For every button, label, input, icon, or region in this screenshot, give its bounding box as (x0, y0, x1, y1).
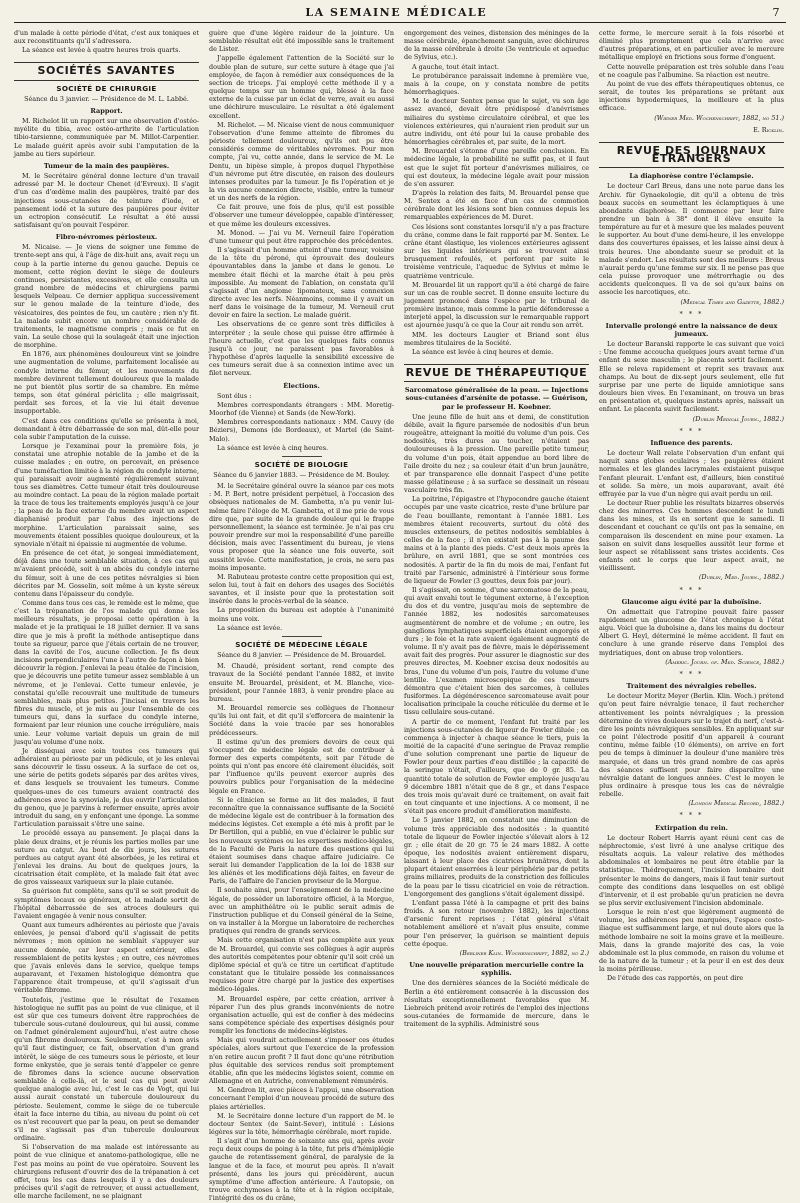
paragraph: Ce fait prouve, une fois de plus, qu'il est possible d'observer une tumeur développée, capable d'intéresser, et que même les douleurs excessives. (209, 203, 394, 228)
source-citation: (Wiener Med. Wochenschrift, 1882, no 51.) (654, 113, 784, 122)
source-citation: (Americ. Journ. of. Med. Science, 1882.) (665, 657, 784, 666)
paragraph: Il souhaite ainsi, pour l'enseignement de la médecine légale, de posséder un laboratoire officiel, à la Morgue, avec un amphithéâtre où le public serait admis de l'instruction publique et du Conseil général de la Seine, on va installer à la Morgue un laboratoire de recherches pratiques qui rendra de grands services. (209, 886, 394, 936)
paragraph: M. Brouardel espère, par cette création, arriver à réparer l'un des plus grands inconvénients de notre organisation actuelle, qui est de confier à des médecins sans compétence spéciale des expertises désignés pour remplir les fonctions de médecins-légistes. (209, 994, 394, 1036)
paragraph: L'enfant passa l'été à la campagne et prit des bains froids. A son retour (novembre 1882), les injections d'arsenic furent reprises ; l'état général s'était notablement amélioré et n'avait plus ensuite, comme pour l'en préserver, la guérison se maintient depuis cette époque. (404, 898, 589, 948)
paragraph: On admettait que l'atropine pouvait faire passer rapidement un glaucome de l'état chronique à l'état aigu. Voici que la duboïsine a, dans les mains du docteur Albert G. Heyl, déterminé le même accident. Il faut en conclure à une grande réserve dans l'emploi des mydriatiques, dont on abuse trop volontiers. (599, 607, 784, 657)
paragraph: M. le docteur Sentex pense que le sujet, vu son âge assez avancé, devait être prédisposé d'anévrismes miliaires du système circulatoire cérébral, et que les violences extérieures, qui n'auraient rien produit sur un autre individu, ont été pour lui la cause probable des hémorrhagies cérébrales et, par suite, de la mort. (404, 97, 589, 147)
paragraph: Lorsque je l'examinai pour la première fois, je constatai une atrophie notable de la jambe et de la cuisse malades ; en outre, on percevait, en présence d'une tuméfaction limitée à la région du condyle interne, qui paraissait avoir augmenté régulièrement suivant tous ses diamètres. Cette tumeur était très douloureuse au moindre contact. La peau de la région malade portait la trace de tous les traitements employés jusqu'à ce jour ; la peau de la face externe du membre avait un aspect diaphanisé produit par l'abus des injections de morphine. L'articulation paraissait saine, ses mouvements étaient possibles quoique douloureux, et la synoviale n'était ni épaissie ni augmentée de volume. (14, 442, 199, 548)
paragraph: Sa guérison fut complète, sans qu'il se soit produit de symptômes locaux ou généraux, et la malade sortit de l'hôpital débarrassée de ses atroces douleurs qui l'avaient engagée à venir nous consulter. (14, 887, 199, 920)
paragraph: La poitrine, l'épigastre et l'hypocondre gauche étaient occupés par une vaste cicatrice, reste d'une brûlure par de l'eau bouillante, remontant à l'année 1881. Les membres étaient recouverts, surtout du côté des muscles extenseurs, de petites nodosités semblables à celles de la face ; il n'en existait pas à la paume des mains et à la plante des pieds. C'est deux mois après la brûlure, en avril 1881, que se sont montrées ces nodosités. A partir de la fin du mois de mai, l'enfant fut traité par l'arsenic, administré à l'intérieur sous forme de liqueur de Fowler (3 gouttes, deux fois par jour). (404, 495, 589, 585)
paragraph: Mais cette organisation n'est pas complète aux yeux de M. Brouardel, qui convie ses collègues à agir auprès des autorités compétentes pour obtenir qu'il soit créé un diplôme spécial et qu'à ce titre un certificat d'aptitude constatant que le titulaire possède les connaissances requises pour être chargé par la justice des expertises médico-légales. (209, 936, 394, 994)
paragraph: MM. les docteurs Laugier et Briand sont élus membres titulaires de la Société. (404, 330, 589, 347)
rubric-heading: Élections. (283, 381, 320, 390)
paragraph: M. Richelot. — M. Nicaise vient de nous communiquer l'observation d'une femme atteinte de fibromes du périoste tellement douloureux, qu'ils ont pu être considérés comme de véritables névromes. Pour mon compte, j'ai vu, cette année, dans le service de M. Le Dentu, un bipèse simple, à propos duquel l'hypothèse d'un névrome put être discutée, en raison des douleurs intenses produites par la tumeur. Je fis l'opération et je la vis aucune connexion directe, visible, entre la tumeur et un des nerfs de la région. (209, 120, 394, 203)
paragraph: Il estime qu'un des premiers devoirs de ceux qui s'occupent de médecine légale est de contribuer à former des experts compétents, soit par l'étude de points qui n'ont pas encore été clairement élucidés, soit par l'influence qu'ils peuvent exercer auprès des pouvoirs publics pour l'organisation de la médecine légale en France. (209, 737, 394, 795)
article-title: Une nouvelle préparation mercurielle contre la syphilis. (409, 961, 584, 978)
divider (282, 636, 322, 637)
paragraph: La séance est levée à quatre heures trois quarts. (22, 46, 181, 55)
paragraph: M. Chaudé, président sortant, rend compte des travaux de la Société pendant l'année 1882, et invite ensuite M. Brouardel, président, et M. Blanche, vice-président, pour l'année 1883, à venir prendre place au bureau. (209, 662, 394, 703)
source-citation: (Medical Times and Gazette, 1882.) (680, 297, 784, 306)
paragraph: Le docteur Moritz Meyer (Berlin. Klin. Woch.) prétend qu'on peut faire névralgie tenace, il faut rechercher attentivement les points névralgiques ; la pression détermine de vives douleurs sur le trajet du nerf, c'est-à-dire les points névralgiques sensibles. En appliquant sur ce point l'électrode positif d'un appareil à courant continu, même faible (10 éléments), on arrive en fort peu de temps à diminuer la douleur d'une manière très marquée, et dans un très grand nombre de cas après des séances suffisent pour faire disparaître une névralgie datant de longues années. C'est le moyen le plus ordinaire à presque tous les cas de névralgie rebelle. (599, 692, 784, 799)
column-1 (14, 29, 199, 1203)
paragraph: Cette nouvelle préparation est très soluble dans l'eau et ne coagule pas l'albumine. Sa réaction est neutre. (599, 62, 784, 79)
paragraph: Quant aux tumeurs adhérentes au périoste que j'avais enlevées, je pensai d'abord qu'il s'agissait de petits névromes ; mon opinion ne semblait s'appuyer sur aucune donnée, car leur aspect extérieur, elles ressemblaient de petits kystes ; en outre, ces névromes que j'avais enlevés dans le service, quelque temps auparavant, et l'examen histologique démontra que l'apparence était trompeuse, et qu'il s'agissait d'un véritable fibrome. (14, 921, 199, 995)
paragraph: En présence de cet état, je songeai immédiatement, déjà dans une toute semblable situation, à ces cas qui m'avaient précédé, soit à un abcès du condyle interne du fémur, soit à une de ces petites névralgies si bien décrites par M. Gosselin, soit même à un kyste séreux contenu dans l'épaisseur du condyle. (14, 549, 199, 598)
asterism-divider: * * * (679, 309, 704, 318)
paragraph: De l'étude des cas rapportés, on peut dire (607, 974, 744, 983)
paragraph: La proposition du bureau est adoptée à l'unanimité moins une voix. (209, 606, 394, 623)
paragraph: M. Monod. — J'ai vu M. Verneuil faire l'opération d'une tumeur qui peut être rapprochée des précédentes. (209, 228, 394, 245)
paragraph: Je disséquai avec soin toutes ces tumeurs qui adhéraient au périoste par un pédicule, et je les enlevai sans découvrir le tissu osseux. A la surface de cet os, une série de petits godets séparés par des arêtes vives, et dans lesquels se trouvaient les tumeurs. Comme quelques-unes de ces tumeurs avaient contracté des adhérences avec la synoviale, je dus ouvrir l'articulation du genou, que je parvins à refermer ensuite, après avoir introduit du sang, en y enfonçant une éponge. La somme l'articulation paraissait s'être une saine. (14, 746, 199, 829)
paragraph: Le 5 janvier 1882, on constatait une diminution de volume très appréciable des nodosités : la quantité totale de liqueur de Fowler injectée s'élevait alors à 12 gr. ; elle était de 20 gr. 75 le 24 mars 1882. À cette époque, les nodosités avaient entièrement disparu, laissant à leur place des cicatrices brunâtres, dont la plupart étaient enserrées à leur périphérie par de petits grains miliaires, produits de la constriction des follicules de la peau par le tissu cicatriciel en voie de rétraction. L'engorgement des ganglions s'était également dissipé. (404, 816, 589, 898)
source-citation: (Berliner Klin. Wochenschrift, 1882, no 2.) (459, 948, 589, 957)
column-4 (599, 29, 784, 1203)
paragraph: M. Gendron lit, avec pièces à l'appui, une observation concernant l'emploi d'un nouveau procédé de suture des plaies artérielles. (209, 1086, 394, 1111)
section-heading-journaux-etrangers: REVUE DES JOURNAUX ÉTRANGERS (599, 142, 784, 168)
source-citation: (Dublin, Med. Journ., 1882.) (698, 573, 784, 582)
paragraph: M. Brouardel remercie ses collègues de l'honneur qu'ils lui ont fait, et dit qu'il s'efforcera de maintenir la Société dans la voie tracée par ses honorables prédécesseurs. (209, 704, 394, 737)
rubric-heading: Traitement des névralgies rebelles. (626, 682, 757, 691)
asterism-divider: * * * (679, 585, 704, 594)
session-line: Séance du 3 janvier. — Présidence de M. L. Labbé. (24, 94, 189, 103)
paragraph: Une des dernières séances de la Société médicale de Berlin a été entièrement consacrée à la discussion des résultats exceptionnellement favorables que M. Liebreich prétend avoir retirés de l'emploi des injections sous-cutanées de formamide de mercure, dans le traitement de la syphilis. Administré sous (404, 979, 589, 1029)
paragraph: M. le Secrétaire général donne lecture d'un travail adressé par M. le docteur Chenet (d'Evreux). Il s'agit d'un cas d'œdème malin des paupières, traité par des injections sous-cutanées de teinture d'iode, et pansement iodé et la suture des paupières pour éviter un ectropion consécutif. Le résultat a été aussi satisfaisant qu'on pouvait l'espérer. (14, 172, 199, 229)
paragraph: d'un malade à cette période d'état, c'est aux toniques et aux reconstituants qu'il s'adressera. (14, 29, 199, 46)
paragraph: M. Brouardel s'étonne d'une pareille conclusion. En médecine légale, la probabilité ne suffit pas, et il faut est que le sujet fût porteur d'anévrismes miliaires, ce qui est douteux, la médecine légale avait pour mission de s'en assurer. (404, 147, 589, 188)
paragraph: Toutefois, j'estime que le résultat de l'examen histologique ne suffit pas au point de vue clinique, et il est sûr que ces tumeurs doivent être rapprochées de tubercule sous-cutané douloureux, qui lui aussi, comme on l'admet généralement aujourd'hui, n'est autre chose qu'un fibrome douloureux. Seulement, c'est à mon avis qu'il faut distinguer, ce fait, observation d'un grand intérêt, le siège de ces tumeurs sous le périoste, et leur forme enkystée, que je serais tenté d'appeler ce genre de fibromes dans la science aucune observation semblable à celle-là, et le seul cas qui peut avoir quelque analogie avec lui, c'est le cas de Vogt, qui lui aussi aurait constaté un tubercule douloureux du périoste. Seulement, comme le siège de ce tubercule était la face interne du tibia, au niveau du point où cet os n'est recouvert que par la peau, on peut se demander s'il ne s'agissait pas d'un tubercule douloureux ordinaire. (14, 995, 199, 1143)
paragraph: M. le Secrétaire donne lecture d'un rapport de M. le docteur Sentex (de Saint-Sever), intitulé : Lésions légères sur la tête, hémorrhagie cérébrale, mort rapide. (209, 1111, 394, 1136)
asterism-divider: * * * (679, 669, 704, 678)
section-heading-societes-savantes: SOCIÉTÉS SAVANTES (14, 62, 199, 80)
session-line: Séance du 8 janvier. — Présidence de M. Brouardel. (217, 651, 386, 660)
society-heading-biologie: SOCIÉTÉ DE BIOLOGIE (254, 459, 349, 469)
paragraph: Sont élus : (217, 391, 252, 400)
paragraph: Il s'agissait d'un homme atteint d'une tumeur, voisine de la tête du péroné, qui éprouvait des douleurs épouvantables dans la jambe et dans le genou. Le membre était fléchi et la marche était à peu près impossible. Au moment de l'ablation, on constata qu'il s'agissait d'un angiome lipomateux, sans connexion directe avec les nerfs. Néanmoins, comme il y avait un nerf dans le voisinage de la tumeur, M. Verneuil crut devoir en faire la section. Le malade guérit. (209, 246, 394, 320)
running-head (14, 6, 786, 23)
source-citation: (Dublin Medical Journ., 1882.) (692, 414, 784, 423)
asterism-divider: * * * (679, 426, 704, 435)
society-heading-chirurgie: SOCIÉTÉ DE CHIRURGIE (56, 83, 157, 93)
paragraph: Le docteur Baranski rapporte le cas suivant que voici : Une femme accoucha quelques jours avant terme d'un enfant du sexe masculin ; le placenta sortit facilement. Elle se releva rapidement et reprit ses travaux aux champs. Au bout de dix-sept jours seulement, elle fut surprise par une perte de liquide amniotique sans douleurs bien vives. En l'examinant, on trouva un bras en présentation et, quelques instants après, naissait un enfant. Le placenta suivit facilement. (599, 340, 784, 414)
paragraph: Au point de vue des effets thérapeutiques obtenus, ce serait, de toutes les préparations se prêtant aux injections hypodermiques, la meilleure et la plus efficace. (599, 79, 784, 113)
paragraph: Le docteur Ruer publie les résultats bizarres observés chez des minorres. Ces hommes descendent le lundi dans les mines, et ils en sortent que le samedi. Il descendant et couchant ce qu'ils ont pas la semaine, en comparaison ils descendent en mine pour examen. La saison en suivit dans lesquelles aussitôt leur forme et leur aspect se rétablissent sans tristes accidents. Ces enfants ont le corps que leur aspect avait, ne vieillissent. (599, 498, 784, 573)
paragraph: D'après la relation des faits, M. Brouardel pense que M. Sentex a été en face d'un cas de commotion cérébrale dont les lésions sont bien connues depuis les remarquables expériences de M. Duret. (404, 188, 589, 222)
paragraph: Membres correspondants étrangers : MM. Moretig-Moorhof (de Vienne) et Sands (de New-York). (209, 400, 394, 418)
paragraph: M. Brouardel lit un rapport qu'il a été chargé de faire sur un cas de rouble secret. Il donne ensuite lecture du jugement prononcé dans l'espèce par le tribunal de première instance, mais comme la partie défenderesse a interjeté appel, la discussion sur le remarquable rapport est ajournée jusqu'à ce que la Cour ait rendu son arrêt. (404, 280, 589, 330)
paragraph: La séance est levée. (217, 623, 283, 632)
paragraph: M. Richelot lit un rapport sur une observation d'ostéo-myélite du tibia, avec ostéo-arthrite de l'articulation tibio-tarsienne, communiquée par M. Millot-Carpentier. Le malade guérit après avoir subi l'amputation de la jambe au tiers supérieur. (14, 117, 199, 158)
paragraph: La séance est levée à cinq heures et demie. (412, 347, 554, 356)
session-line: Séance du 6 janvier 1883. — Présidence de M. Bouley. (213, 470, 390, 479)
paragraph: guère que d'une légère raideur de la jointure. Un semblable résultat eût été impossible sans le traitement de Lister. (209, 29, 394, 54)
rubric-heading: Extirpation du rein. (655, 823, 728, 832)
paragraph: Ces lésions sont constantes lorsqu'il n'y a pas fracture du crâne, comme dans le fait rapporté par M. Sentex. Le crâne étant élastique, les violences extérieures agissent sur les liquides intérieurs qui se trouvent ainsi brusquement refoulés, et perforent par suite le troisième ventricule, l'aqueduc de Sylvius et même le quatrième ventricule. (404, 222, 589, 280)
text-columns (14, 23, 786, 1203)
asterism-divider: * * * (679, 811, 704, 820)
source-citation: (London Medical Record, 1882.) (688, 799, 784, 808)
paragraph: engorgement des veines, distension des méninges de la masse cérébrale, épanchement sanguin, avec déchirures de la masse cérébrale à droite (3e ventricule et aqueduc de Sylvius, etc.). (404, 29, 589, 62)
paragraph: Les observations de ce genre sont très difficiles à interpréter ; la seule chose qui puisse être affirmée à l'heure actuelle, c'est que les quelques faits connus jusqu'à ce jour, ne paraissent pas favorables à l'hypothèse d'après laquelle la sensibilité excessive de ces tumeurs serait due à sa connexion intime avec un filet nerveux. (209, 320, 394, 378)
paragraph: Si l'observation de ma malade est intéressante au point de vue clinique et anatomo-pathologique, elle ne l'est pas moins au point de vue opératoire. Souvent les chirurgiens refusent d'ouvrir des de la trépanation à cet effet, tous les cas dans lesquels il y a des douleurs précises qu'il s'agit de retrouver, et aussi actuellement, elle marche facilement, ne se plaignant (14, 1143, 199, 1201)
paragraph: C'est dans ces conditions qu'elle se présenta à moi, demandant à être débarrassée de son mal, dût-elle pour cela subir l'amputation de la cuisse. (14, 416, 199, 441)
journal-title: LA SEMAINE MÉDICALE (305, 6, 488, 19)
paragraph: A partir de ce moment, l'enfant fut traité par les injections sous-cutanées de liqueur de Fowler diluée ; on commença à injecter à chaque séance le tiers, puis la moitié de la capacité d'une seringue de Pravaz remplie d'une solution comprenant une partie de liqueur de Fowler pour deux parties d'eau distillée ; la capacité de la seringue n'était, d'ailleurs, que de 0 gr. 85. La quantité totale de solution de Fowler employée jusqu'au 9 décembre 1881 n'était que de 8 gr., et dans l'espace des trois mois qu'avait duré ce traitement, on avait fait en tout cinquante et une injections. A ce moment, il ne s'était pas encore produit d'amélioration manifeste. (404, 717, 589, 816)
paragraph: Une jeune fille de huit ans et demi, de constitution débile, avait la figure parsemée de nodosités d'un brun rougeâtre, atteignant la moitié du volume d'un pois. Ces nodosités, très dures au toucher, n'étaient pas douloureuses à la pression. Une pareille petite tumeur, du volume d'un pois, était appendue au bord libre de l'aile droite du nez ; sa couleur était d'un brun jaunâtre, et par transparence elle donnait l'aspect d'une petite masse gélatineuse ; à sa surface se dessinait un réseau vasculaire très fin. (404, 412, 589, 495)
column-3 (404, 29, 589, 1203)
paragraph: Il s'agit d'un homme de soixante ans qui, après avoir reçu deux coups de poing à la tête, fut pris d'hémiplégie gauche de retentissement général, de paralysie de la langue et de la face, et mourut peu après. Il n'avait présenté, dans les jours qui précédèrent, aucun symptôme d'une affection antérieure. À l'autopsie, on trouve ecchymoses à la tête et à la région occipitale, l'intégrité des os du crâne, (209, 1137, 394, 1203)
paragraph: Comme dans tous ces cas, le remède est le même, que c'est la trépanation de l'os malade qui donne les meilleurs résultats, je proposai cette opération à la malade et je la pratiquai le 18 juillet dernier. Il va sans dire que je mis à profit la méthode antiseptique dans toute sa rigueur, parce que j'étais certain de ne trouver, dans la cavité de l'os, aucune collection. Je fis deux incisions perpendiculaires l'une à l'autre de façon à bien découvrir la région. J'enlevai la peau étalée de l'incision, que je découvris une petite tumeur assez semblable à un névrome, et je l'enlevai. Cette tumeur enlevée, je constatai qu'elle recouvrait une multitude de tumeurs semblables, mais plus petites. J'incisai en travers les fibres du muscle, et je mis au jour l'ensemble de ces tumeurs qui, dans la surface du condyle interne, formaient par leur réunion une couche irrégulière, mais unie. Leur volume variait depuis un grain de mil jusqu'au volume d'une noix. (14, 599, 199, 746)
rubric-heading: Rapport. (90, 106, 123, 115)
rubric-heading: Intervalle prolongé entre la naissance de deux jumeaux. (605, 321, 778, 338)
paragraph: M. Nicaise. — Je viens de soigner une femme de trente-sept ans qui, à l'âge de dix-huit ans, avait reçu un coup à la partie interne du genou gauche. Depuis ce moment, cette région devint le siège de douleurs continues, persistantes, excessives, et elle consulta un grand nombre de médecins et chirurgiens parmi lesquels Velpeau. Ce dernier appliqua successivement sur le genou malade de la teinture d'iode, des vésicatoires, des pointes de feu, un cautère ; rien n'y fit. La malade subit encore un nombre considérable de traitements, le magnétisme compris ; mais ce fut en vain. La seule chose qui la soulageât était une injection de morphine. (14, 243, 199, 350)
rubric-heading: Fibro-névromes périosteux. (55, 233, 158, 242)
rubric-heading: Tumeur de la main des paupières. (43, 161, 170, 170)
paragraph: En 1876, aux phénomènes douloureux vint se joindre une augmentation de volume, parfaitement localisée au condyle interne du fémur, et les mouvements du membre devinrent tellement douloureux que la malade ne put bientôt plus sortir de sa chambre. En même temps, son état général périclita ; elle maigrissait, perdait ses forces, et la vie lui était devenue insupportable. (14, 350, 199, 416)
paragraph: Le docteur Robert Harris ayant réuni cent cas de néphrectomie, s'est livré à une analyse critique des résultats acquis. La valeur relative des méthodes abdominales et lombaires ne peut être établie par la statistique. Thédroquement, l'incision lombaire doit présenter le moins de dangers, mais il faut tenir surtout compte des conditions dans lesquelles on est obligé d'intervenir, et il est probable qu'un praticien ne devra se plus servir exclusivement l'incision abdominale. (599, 833, 784, 907)
paragraph: A gauche, tout était intact. (412, 62, 499, 71)
rubric-heading: Influence des parents. (650, 438, 733, 447)
paragraph: J'appelle également l'attention de la Société sur le double plan de suture, sur cette suture à étage que j'ai employée, de façon à remédier aux conséquences de la section de triceps. J'ai employé cette méthode il y a quelque temps sur un homme qui, blessé à la face externe de la cuisse par un éclat de verre, avait eu aussi une déchirure musculaire. Le résultat a été également excellent. (209, 54, 394, 120)
author-signature: E. Ricklin. (753, 125, 784, 134)
divider (282, 456, 322, 457)
paragraph: Le docteur Carl Breus, dans une note parue dans les Archiv. für Gynaekologie, dit qu'il a obtenu de très beaux succès en soumettant les éclamptiques à une abondante diaphorèse. Il commence par leur faire prendre un bain à 38° dont il élève ensuite la température au fur et à mesure que les malades peuvent le supporter. Au bout d'une demi-heure, il les enveloppe dans des couvertures épaisses, et les laisse ainsi deux à trois heures. Une abondante sueur se produit et la malade s'endort. Les résultats sont des meilleurs : Breus n'aurait perdu qu'une femme sur six. Il ne pense pas que cela puisse provoquer une métrorrhagie ou des accidents quelconques. Il va de soi qu'aux bains on associe les narcotiques, etc. (599, 182, 784, 297)
paragraph: M. le Secrétaire général ouvre la séance par ces mots : M. P. Bert, notre président perpétuel, à l'occasion des obsèques nationales de M. Gambetta, n'a pu venir lui-même faire l'éloge de M. Gambetta, et il me prie de vous dire que, par suite de la grande douleur qui le frappe personnellement, la séance est terminée. Je n'ai pas cru pouvoir prendre sur moi la responsabilité d'une pareille décision, mais avec l'assentiment du bureau, je viens vous proposer que la séance une fois ouverte, soit aussitôt levée. Cette manifestation, je crois, ne sera pas moins imposante. (209, 482, 394, 572)
paragraph: Si le clinicien se forme au lit des malades, il faut reconnaître que la connaissance suffisante de la Société de médecine légale est de contribuer à la formation des médecins légistes. Cet exemple a été mis à profit par le Dr Bertillon, qui a publié, en vue d'éclairer le public sur les nouveaux systèmes ou les expertises médico-légales, de la Faculté de Paris la nature des questions qui lui étaient soumises dans chaque affaire judiciaire. Ce serait lui demander l'application de la loi de 1838 sur les aliénés et les modifications déjà faites, en faveur de Paris, de l'affaire de l'ancien proviseur de la Morgue. (209, 795, 394, 886)
paragraph: cette forme, le mercure serait à la fois résorbé et éliminé plus promptement que cela n'arrive avec d'autres préparations, et en particulier avec le mercure métallique employé en frictions sous forme d'onguent. (599, 29, 784, 62)
paragraph: Le protubérance paraissait indemne à première vue, mais à la coupe, on y constata nombre de petits hémorrhagiques. (404, 71, 589, 97)
society-heading-medecine-legale: SOCIÉTÉ DE MÉDECINE LÉGALE (235, 639, 368, 649)
paragraph: Mais qui voudrait actuellement s'imposer ces études spéciales, alors surtout que l'exercice de la profession n'en retire aucun profit ? Il faut donc qu'une rétribution plus équitable des services rendus soit promptement établie, afin que les médecins légistes soient, comme en Allemagne et en Autriche, convenablement rémunérés. (209, 1036, 394, 1086)
paragraph: La séance est levée à cinq heures. (217, 443, 329, 452)
rubric-heading: Glaucome aigu évité par la duboïsine. (621, 597, 762, 606)
rubric-heading: La diaphorèse contre l'éclampsie. (629, 172, 754, 181)
paragraph: Le docteur Wall relate l'observation d'un enfant qui naquit sans globes oculaires ; les paupières étaient normales et les glandes lacrymales existaient puisque l'enfant pleurait. L'enfant est, d'ailleurs, bien constitué et solide. Sa mère, un mois auparavant, avait été effrayée par la vue d'un nègre qui avait perdu un œil. (599, 449, 784, 498)
article-title: Sarcomatose généralisée de la peau. — Injections sous-cutanées d'arsénite de potasse. — Guérison, par le professeur H. Koebner. (404, 386, 589, 411)
column-2 (209, 29, 394, 1203)
paragraph: M. Rabuteau proteste contre cette proposition qui est, selon lui, tout à fait en dehors des usages des Sociétés savantes, et il insiste pour que la protestation soit insérée dans le procès-verbal de la séance. (209, 572, 394, 606)
paragraph: Membres correspondants nationaux : MM. Cauvy (de Béziers), Demons (de Bordeaux), et Martel (de Saint-Malo). (209, 418, 394, 443)
page-number: 7 (772, 6, 780, 19)
paragraph: Il s'agissait, on somme, d'une sarcomatose de la peau, qui avait envahi tout le tégument externe, à l'exception du dos et du ventre, jusqu'au mois de septembre de l'année 1882, les nodosités sarcomateuses augmentèrent de nombre et de volume ; en outre, les ganglions lymphatiques superficiels étaient engorgés et durs ; le foie et la rate avaient également augmenté de volume. Il n'y avait pas de fièvre, mais le dépérissement avait fait des progrès. Pour assurer le diagnostic sur des preuves directes, M. Koebner excisa deux nodosités au bras, l'une du volume d'un pois, l'autre du volume d'une lentille. L'examen microscopique de ces tumeurs démontra que c'étaient bien des sarcomes, à cellules fusiformes. La dégénérescence sarcomateuse avait pour localisation principale la couche réticulée du derme et le tissu cellulaire sous-cutané. (404, 586, 589, 717)
paragraph: Lorsque le rein n'est que légèrement augmenté de volume, les adhérences peu marquées, l'espace costo-iliaque est suffisamment large, et nul doute alors que la méthode lombaire ne soit la moins grave et la meilleure. Mais, dans la grande majorité des cas, la voie abdominale est la plus commode, en raison du volume et de la nature de la tumeur ; et la peur il en est des deux la moins périlleuse. (599, 908, 784, 974)
section-heading-therapeutique: REVUE DE THÉRAPEUTIQUE (404, 364, 589, 382)
paragraph: Le procédé essaya au pansement. Je plaçai dans la plaie deux drains, et je réunis les parties molles par une suture au catgut. Au bout de dix jours, les sutures perdues au catgut ayant été absorbées, je les retirai et j'enlevai les drains. Au bout de quelques jours, la cicatrisation était complète, et la malade fait état avec de gros vaisseaux variqueux sur la plaie cutanée. (14, 829, 199, 887)
